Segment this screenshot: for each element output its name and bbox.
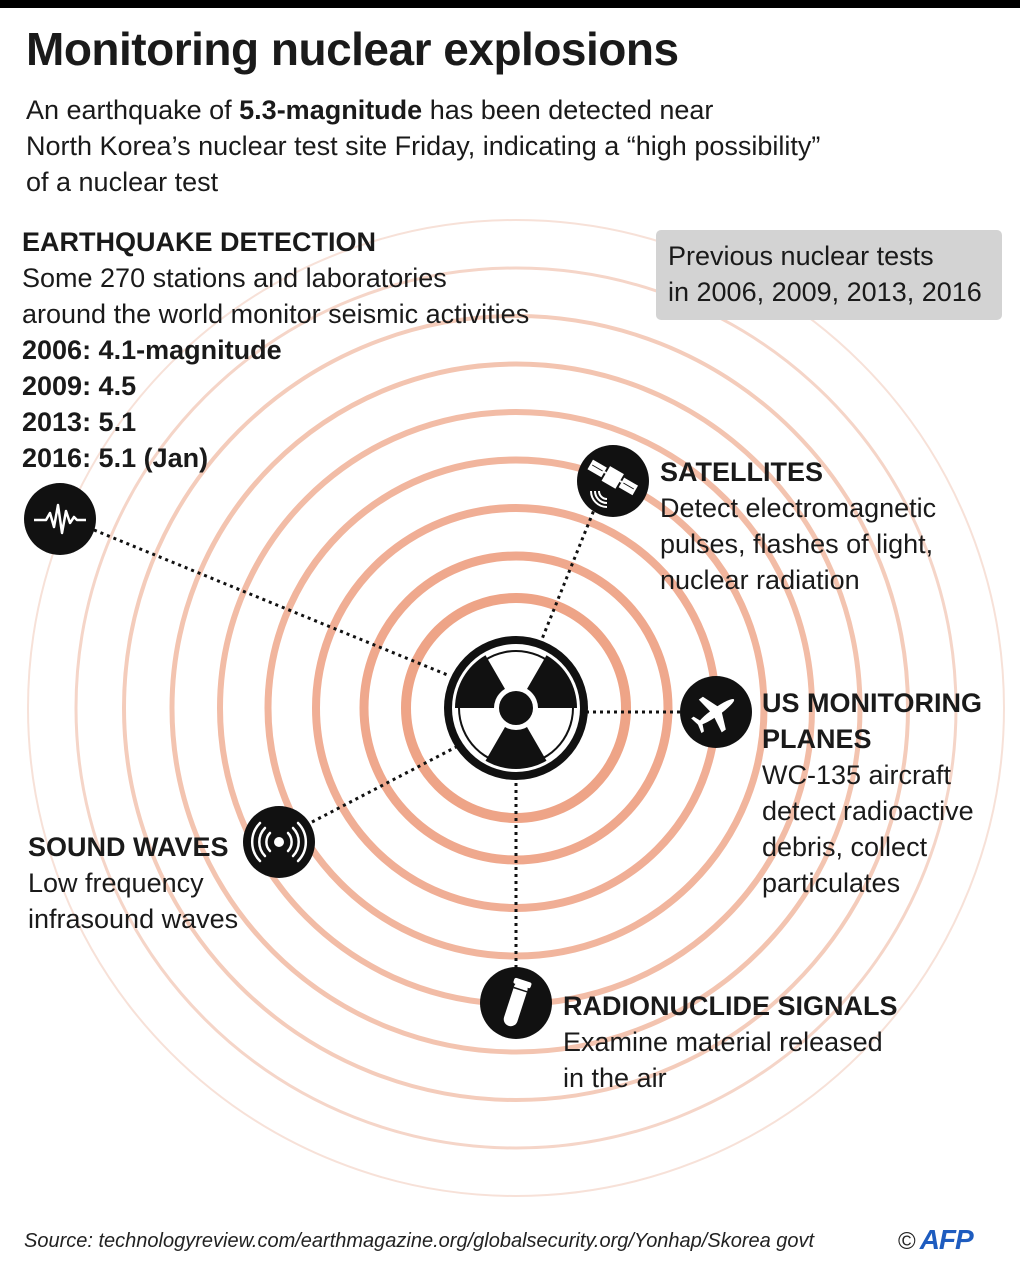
subtitle-part1: An earthquake of: [26, 95, 240, 125]
radiation-symbol-icon: [444, 636, 588, 780]
sound-block: [28, 829, 238, 937]
planes-desc-2: detect radioactive: [762, 796, 974, 826]
previous-tests-box: [656, 230, 1002, 320]
earthquake-heading: EARTHQUAKE DETECTION: [22, 227, 377, 257]
earthquake-reading-2016: 2016: 5.1 (Jan): [22, 443, 209, 473]
seismograph-icon: [24, 483, 96, 555]
earthquake-reading-2009: 2009: 4.5: [22, 371, 137, 401]
planes-heading-2: PLANES: [762, 724, 872, 754]
earthquake-block: [22, 224, 529, 476]
earthquake-reading-2006: 2006: 4.1-magnitude: [22, 335, 282, 365]
subtitle-line3: of a nuclear test: [26, 167, 219, 197]
airplane-icon: [680, 676, 752, 748]
previous-tests-line1: Previous nuclear tests: [668, 241, 934, 271]
sound-heading: SOUND WAVES: [28, 832, 229, 862]
radionuclide-block: [563, 988, 898, 1096]
planes-heading-1: US MONITORING: [762, 688, 983, 718]
earthquake-desc-1: Some 270 stations and laboratories: [22, 263, 447, 293]
satellites-desc-2: pulses, flashes of light,: [660, 529, 934, 559]
afp-logo: AFP: [919, 1224, 973, 1255]
earthquake-reading-2013: 2013: 5.1: [22, 407, 137, 437]
satellites-block: [660, 454, 936, 598]
radionuclide-desc-1: Examine material released: [563, 1027, 883, 1057]
satellite-icon: [577, 445, 649, 517]
copyright-symbol: ©: [898, 1228, 916, 1255]
page-title: Monitoring nuclear explosions: [26, 23, 679, 75]
planes-desc-1: WC-135 aircraft: [762, 760, 952, 790]
planes-block: [762, 685, 982, 901]
subtitle-part2: has been detected near: [422, 95, 714, 125]
source-text: Source: technologyreview.com/earthmagazine.org/globalsecurity.org/Yonhap/Skorea govt: [24, 1230, 815, 1252]
afp-credit: [898, 1224, 973, 1256]
earthquake-desc-2: around the world monitor seismic activities: [22, 299, 530, 329]
radionuclide-heading: RADIONUCLIDE SIGNALS: [563, 991, 898, 1021]
vial-icon: [480, 967, 552, 1039]
planes-desc-3: debris, collect: [762, 832, 928, 862]
sound-waves-icon: [243, 806, 315, 878]
subtitle-line2: North Korea’s nuclear test site Friday, indicating a “high possibility”: [26, 131, 821, 161]
planes-desc-4: particulates: [762, 868, 901, 898]
sound-desc-2: infrasound waves: [28, 904, 239, 934]
previous-tests-line2: in 2006, 2009, 2013, 2016: [668, 277, 982, 307]
satellites-heading: SATELLITES: [660, 457, 824, 487]
satellites-desc-3: nuclear radiation: [660, 565, 860, 595]
satellites-desc-1: Detect electromagnetic: [660, 493, 937, 523]
subtitle-magnitude: 5.3-magnitude: [239, 95, 423, 125]
sound-desc-1: Low frequency: [28, 868, 204, 898]
radionuclide-desc-2: in the air: [563, 1063, 667, 1093]
